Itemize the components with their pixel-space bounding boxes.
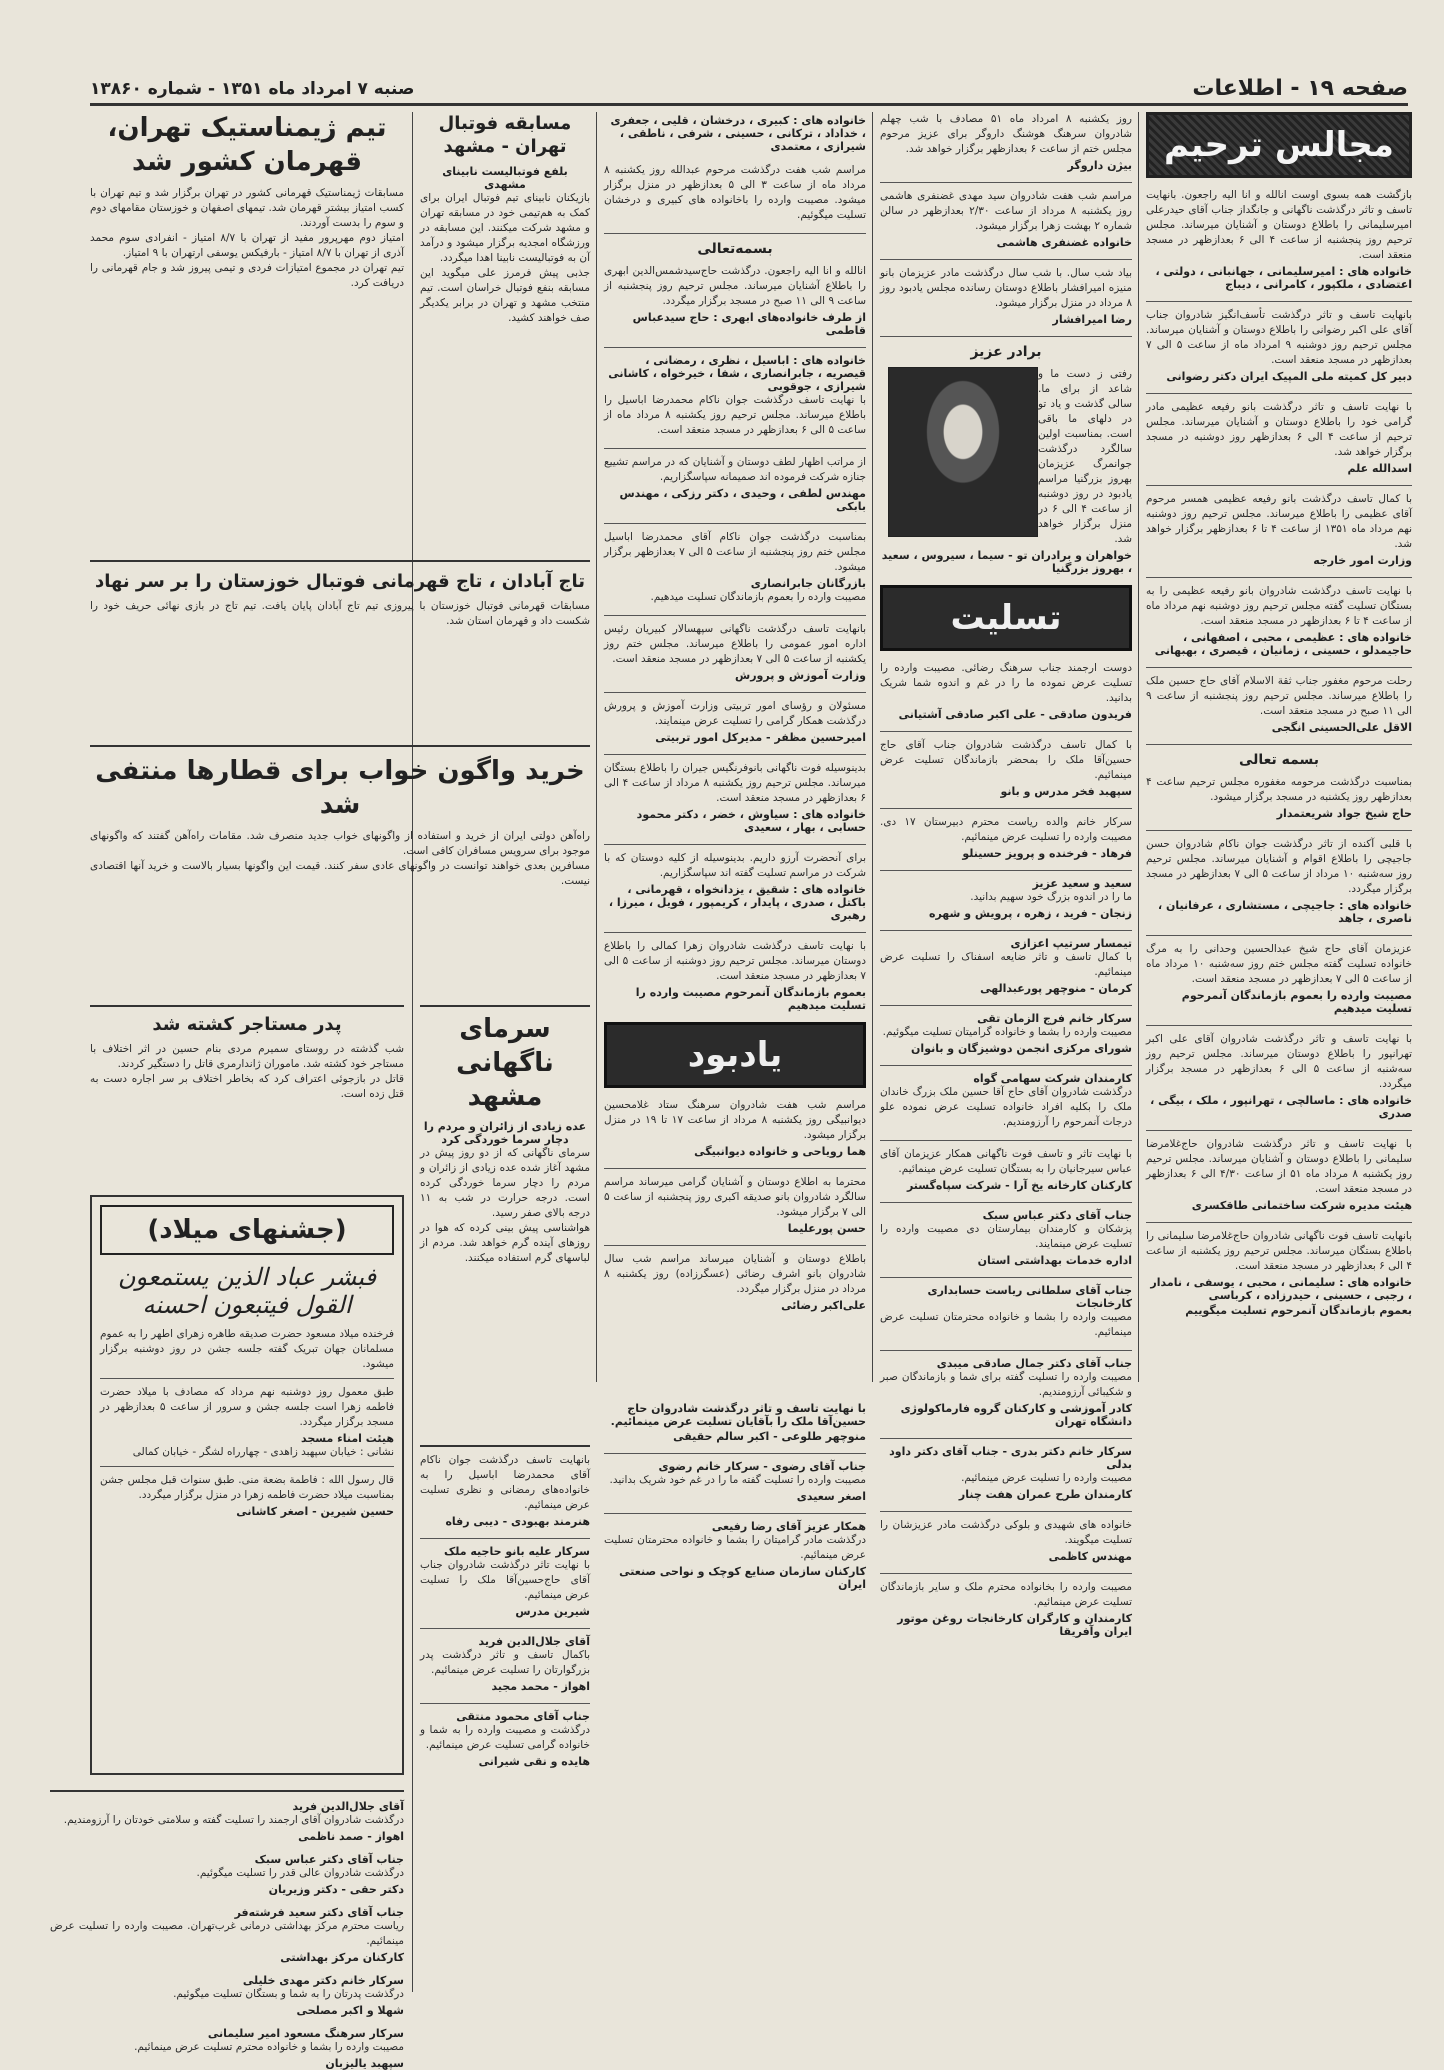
notice-signature: امیرحسین مظفر - مدیرکل امور تربیتی xyxy=(655,731,866,745)
notice-signature: هیئت مدیره شرکت ساختمانی طاقکسری xyxy=(1191,1199,1412,1213)
notice-heading: سرکار خانم فرج الزمان تقی xyxy=(977,1012,1132,1026)
notice-text: با نهایت تاثر درگذشت شادروان جناب آقای حاج‌حسین‌آقا ملک را تسلیت عرض مینمائیم. xyxy=(420,1559,590,1601)
article-text: مسابقات ژیمناستیک قهرمانی کشور در تهران برگزار شد و تیم تهران با کسب امتیاز بیشتر قهرمان شد. تیمهای اصفهان و خوزستان مقامهای دوم و سوم را بدست آوردند. xyxy=(90,186,404,229)
notice-text: درگذشت شادروان آقای ارجمند را تسلیت گفته و سلامتی خودتان را آرزومندیم. xyxy=(63,1814,404,1826)
article-text: شب گذشته در روستای سمیرم مردی بنام حسین در اثر اختلاف با مستاجر خود کشته شد. ماموران ژاندارمری قاتل را دستگیر کردند. xyxy=(90,1043,404,1071)
notice-heading: بسمه‌تعالی xyxy=(697,241,773,257)
notice-signature: حاج شیخ جواد شریعتمدار xyxy=(1276,807,1412,821)
article-text: امتیاز دوم مهرپرور مفید از تهران با ۸/۷ امتیاز - انفرادی سوم محمد آذری از تهران با ۸/۷ امتیاز - بارفیکس یوسفی ارتهران با ۹ امتیاز. xyxy=(90,231,404,259)
notice-text: برای آنحضرت آرزو داریم. بدینوسیله از کلیه دوستان که با شرکت در مراسم تسلیت گفته اند سپاسگزاریم. xyxy=(604,852,866,880)
notice-text: رحلت مرحوم مغفور جناب ثقة الاسلام آقای حاج حسین ملک را باطلاع میرساند. مجلس ترحیم روز پنجشنبه از ساعت ۹ الی ۱۱ صبح در مسجد منعقد است. xyxy=(1146,675,1412,717)
notice-heading: آقای جلال‌الدین فرید xyxy=(292,1800,404,1813)
notice-text: بانهایت تاسف و تاثر درگذشت تأسف‌انگیز شادروان جناب آقای علی اکبر رضوانی را باطلاع دوستان و آشنایان میرساند. مجلس ترحیم روز دوشنبه ۹ امرداد ماه از ساعت ۵ الی ۷ بعدازظهر در مسجد منعقد است. xyxy=(1146,309,1412,366)
box-milad-celebrations xyxy=(90,1195,404,1775)
notice-signature: فرهاد - فرخنده و پرویز حسینلو xyxy=(962,847,1132,861)
notice-text: با نهایت تاسف درگذشت شادروان زهرا کمالی را باطلاع دوستان میرساند. مجلس ترحیم روز دوشنبه از ساعت ۵ الی ۷ بعدازظهر در مسجد منعقد است. xyxy=(604,940,866,983)
notice-signature: شهلا و اکبر مصلحی xyxy=(296,2004,404,2017)
column-condolences xyxy=(880,112,1132,1639)
notice-text: سرکار خانم والده ریاست محترم دبیرستان ۱۷ دی. مصیبت وارده را تسلیت عرض مینمائیم. xyxy=(880,816,1132,844)
notice-text: بانهایت تاسف درگذشت ناگهانی سپهسالار کبیریان رئیس اداره امور عمومی را باطلاع میرساند. مجلس ختم روز یکشنبه از ساعت ۵ الی ۷ بعدازظهر در مسجد منعقد است. xyxy=(604,623,866,666)
notice-families: خانواده های : جاجیچی ، مستشاری ، عرفانیان ، ناصری ، جاهد xyxy=(1158,899,1412,926)
notice-text: با نهایت تاسف درگذشت جوان ناکام محمدرضا اباسیل را باطلاع میرساند. مجلس ترحیم روز یکشنبه ۸ مرداد ماه از ساعت ۵ الی ۶ بعدازظهر در مسجد منعقد است. xyxy=(604,394,866,437)
notice-text: بانهایت تاسف درگذشت جوان ناکام آقای محمدرضا اباسیل را به خانواده‌های رمضانی و نظری تسلیت عرض مینمائیم. xyxy=(420,1454,590,1511)
notice-signature: اهواز - صمد ناظمی xyxy=(298,1830,404,1843)
notice-signature: دکتر حقی - دکتر وزیریان xyxy=(268,1883,404,1896)
article-text: قاتل در بازجوئی اعتراف کرد که بخاطر اختلاف بر سر اجاره دست به قتل زده است. xyxy=(90,1073,404,1101)
notice-families: خانواده های : امیرسلیمانی ، جهانبانی ، دولتی ، اعتضادی ، ملکپور ، کامرانی ، دیباج xyxy=(1155,265,1412,291)
notice-signature: زنجان - فرید ، زهره ، پرویش و شهره xyxy=(928,907,1132,921)
notice-text: مراسم شب هفت شادروان سرهنگ ستاد غلامحسین دیوانبیگی روز یکشنبه ۸ مرداد از ساعت ۱۷ تا ۱۹ در منزل برگزار میشود. xyxy=(604,1099,867,1142)
notice-signature: رضا امیرافشار xyxy=(1052,313,1132,326)
section-banner-tarhim: مجالس ترحیم xyxy=(1146,112,1412,178)
notice-heading: بسمه تعالی xyxy=(1238,752,1320,768)
notice-signature: بعموم بازماندگان آنمرحوم مصیبت وارده را تسلیت میدهیم xyxy=(635,986,866,1013)
article-headline: خرید واگون خواب برای قطارها منتفی شد xyxy=(95,756,585,820)
article-text: بازیکنان نابینای تیم فوتبال ایران برای کمک به هم‌تیمی خود در مسابقه تهران و مشهد شرکت میکنند. این مسابقه در ورزشگاه امجدیه برگزار میشود و درآمد آن به فوتبالیست نابینا اهدا میگردد. xyxy=(420,191,590,264)
notice-heading: جناب آقای دکتر سعید فرشته‌فر xyxy=(234,1906,404,1919)
article-text: جذبی پیش فرمرز علی میگوید این مسابقه بنفع فوتبال خراسان است. تیم منتخب مشهد و تهران در برابر یکدیگر صف خواهند کشید. xyxy=(420,266,590,324)
notice-text: ما را در اندوه بزرگ خود سهیم بدانید. xyxy=(970,891,1132,904)
notice-signature: اصغر سعیدی xyxy=(796,1490,866,1503)
notice-text: با کمال تاسف درگذشت بانو رفیعه عظیمی همسر مرحوم آقای عظیمی را باطلاع میرساند. مجلس ترحیم روز دوشنبه نهم مرداد ماه ۱۳۵۱ از ساعت ۴ تا ۶ بعدازظهر برگزار خواهد شد. xyxy=(1146,493,1413,550)
notice-text: مصیبت وارده را تسلیت عرض مینمائیم. xyxy=(961,1472,1132,1485)
notice-signature: اهواز - محمد مجید xyxy=(491,1680,590,1693)
notice-text: باکمال تاسف و تاثر درگذشت پدر بزرگوارتان را تسلیت عرض مینمائیم. xyxy=(420,1649,590,1676)
notice-signature: منوچهر طلوعی - اکبر سالم حقیقی xyxy=(673,1430,866,1443)
box-calligraphy: فبشر عباد الذین یستمعون القول فیتبعون احسنه xyxy=(117,1263,377,1319)
notice-text: از مراتب اظهار لطف دوستان و آشنایان که در مراسم تشییع جنازه شرکت فرموده اند صمیمانه سپاسگزاریم. xyxy=(604,456,866,484)
article-mashhad-cold xyxy=(420,1005,590,1435)
notice-text: با نهایت تاسف و تاثر درگذشت شادروان حاج‌غلامرضا سلیمانی را باطلاع دوستان و آشنایان میرساند. مجلس ترحیم روز یکشنبه ۸ مرداد ماه ۵۱ از ساعت ۴/۳۰ الی ۶ بعدازظهر در مسجد منعقد است. xyxy=(1146,1138,1413,1196)
notice-signature: اداره خدمات بهداشتی استان xyxy=(977,1254,1132,1268)
notice-signature: شورای مرکزی انجمن دوشیزگان و بانوان xyxy=(911,1042,1132,1056)
bottom-condolences-middle xyxy=(420,1445,590,1990)
notice-heading: جناب آقای دکتر عباس سبک xyxy=(982,1209,1132,1223)
notice-text: مصیبت وارده را بخانواده محترم ملک و سایر بازماندگان تسلیت عرض مینمائیم. xyxy=(880,1581,1132,1609)
bottom-condolences-left xyxy=(50,1790,404,2070)
notice-families: خانواده های : سلیمانی ، محبی ، یوسفی ، نامدار ، رجبی ، حسینی ، حیدرزاده ، کرباسی xyxy=(1150,1276,1412,1303)
notice-text: محترما به اطلاع دوستان و آشنایان گرامی میرساند مراسم سالگرد شادروان بانو صدیقه اکبری روز پنجشنبه از ساعت ۵ الی ۷ برگزار میشود. xyxy=(604,1176,866,1219)
article-tajabadan xyxy=(90,560,590,735)
notice-signature: کارمندان طرح عمران هفت چنار xyxy=(958,1488,1132,1502)
notice-heading: تیمسار سرتیپ اعزازی xyxy=(1010,937,1132,951)
article-text: فرخنده میلاد مسعود حضرت صدیقه طاهره زهرای اطهر را به عموم مسلمانان جهان تبریک گفته جلسه جشن در روز دوشنبه برگزار میشود. xyxy=(100,1328,394,1370)
notice-text: باطلاع دوستان و آشنایان میرساند مراسم شب سال شادروان بانو اشرف رضائی (عسگرزاده) روز یکشنبه ۸ مرداد در منزل برگزار میگردد. xyxy=(604,1253,866,1296)
notice-signature: کارکنان کارخانه یخ آرا - شرکت سپاه‌گستر xyxy=(906,1179,1132,1193)
notice-families: خانواده های : عظیمی ، محبی ، اصفهانی ، حاجیمدلو ، حسینی ، زمانیان ، قیصری ، بهبهانی xyxy=(1154,631,1412,657)
notice-signature: علی‌اکبر رضائی xyxy=(781,1299,866,1313)
column-rule xyxy=(596,112,597,1382)
notice-signature: خواهران و برادران تو - سیما ، سیروس ، سعید ، بهروز بزرگنیا xyxy=(881,549,1132,576)
article-text: سرمای ناگهانی که از دو روز پیش در مشهد آغاز شده عده زیادی از زائران و مردم را دچار سرما خوردگی کرده است. درجه حرارت در شب به ۱۱ درجه بالای صفر رسید. xyxy=(420,1147,590,1220)
article-headline: مسابقه فوتبال تهران - مشهد xyxy=(438,113,572,158)
notice-signature: هنرمند بهبودی - دیبی رفاه xyxy=(445,1515,590,1528)
article-subhead: بلفع فوتبالیست نابینای مشهدی xyxy=(442,164,568,191)
notice-text: مصیبت وارده را بشما و خانواده محترم تسلیت عرض مینمائیم. xyxy=(134,2041,404,2053)
notice-text: روز یکشنبه ۸ امرداد ماه ۵۱ مصادف با شب چهلم شادروان سرهنگ هوشنگ داروگر برای عزیز مرحوم مجلس ختم از ساعت ۶ بعدازظهر برگزار خواهد شد. xyxy=(880,113,1132,155)
notice-families: خانواده های : ماسالچی ، تهرانپور ، ملک ، بیگی ، صدری xyxy=(1150,1094,1412,1121)
article-headline: تیم ژیمناستیک تهران، قهرمان کشور شد xyxy=(107,113,387,177)
notice-signature: کارکنان مرکز بهداشتی xyxy=(280,1951,404,1964)
notice-text: ریاست محترم مرکز بهداشتی درمانی غرب‌تهران. مصیبت وارده را تسلیت عرض مینمائیم. xyxy=(50,1920,404,1947)
notice-families: خانواده های : کبیری ، درخشان ، قلیی ، جعفری ، خداداد ، ترکانی ، حسینی ، شرفی ، ناطقی ، شیرازی ، معتمدی xyxy=(610,114,866,153)
notice-text: مراسم شب هفت شادروان سید مهدی غضنفری هاشمی روز یکشنبه ۸ مرداد از ساعت ۲/۳۰ بعدازظهر در سالن شماره ۲ بهشت زهرا برگزار میشود. xyxy=(880,190,1132,232)
notice-signature: سپهبد فخر مدرس و بانو xyxy=(1000,785,1132,799)
notice-heading: سعید و سعید عزیز xyxy=(1032,877,1132,891)
section-banner-yadbood: یادبود xyxy=(604,1022,866,1088)
notice-signature: سپهبد یالیزبان xyxy=(325,2057,404,2070)
notice-heading: جناب آقای دکتر عباس سبک xyxy=(254,1853,404,1866)
notice-text: مراسم شب هفت درگذشت مرحوم عبدالله روز یکشنبه ۸ مرداد ماه از ساعت ۳ الی ۵ بعدازظهر در منزل برگزار میشود. مصیبت وارده را باخانواده های کبیری و درخشان تسلیت میگوئیم. xyxy=(604,164,866,221)
notice-text: درگذشت مادر گرامیتان را بشما و خانواده محترمتان تسلیت عرض مینمائیم. xyxy=(604,1534,866,1561)
article-text: طبق معمول روز دوشنبه نهم مرداد که مصادف با میلاد حضرت فاطمه زهرا است جلسه جشن و سرور از ساعت ۵ بعدازظهر در مسجد برگزار میگردد. xyxy=(100,1386,394,1428)
article-subhead: عده زیادی از زائران و مردم را دچار سرما خوردگی کرد xyxy=(423,1120,587,1147)
notice-heading: سرکار خانم دکتر بدری - جناب آقای دکتر داود بدلی xyxy=(889,1445,1132,1472)
notice-families: خانواده های : اباسیل ، نظری ، رمضانی ، قیصریه ، جابرانصاری ، شفا ، خیرخواه ، کاشانی شیرازی ، جوقوبی xyxy=(608,354,866,394)
notice-signature: هیئت امناء مسجد xyxy=(300,1432,394,1445)
notice-heading: جناب آقای محمود منتقی xyxy=(456,1710,590,1723)
notice-signature: الاقل علی‌الحسینی انگجی xyxy=(1271,721,1412,734)
notice-signature: مهندس کاظمی xyxy=(1048,1550,1132,1564)
article-text: مسابقات قهرمانی فوتبال خوزستان با پیروزی تیم تاج آبادان پایان یافت. تیم تاج در بازی نهائی حریف خود را شکست داد و قهرمان استان شد. xyxy=(90,600,590,628)
notice-signature: حسن پورعلیما xyxy=(787,1222,866,1236)
article-wagon xyxy=(90,745,590,1000)
column-rule xyxy=(872,112,873,1382)
portrait-photo xyxy=(888,367,1038,537)
notice-text: بمناسبت درگذشت جوان ناکام آقای محمدرضا اباسیل مجلس ختم روز پنجشنبه از ساعت ۵ الی ۷ بعدازظهر برگزار میشود. xyxy=(604,531,866,574)
article-text: راه‌آهن دولتی ایران از خرید و استفاده از واگونهای خواب جدید منصرف شد. مقامات راه‌آهن گفتند که واگونهای موجود برای سرویس مسافران کافی است. xyxy=(90,829,590,857)
page-header-left: صنبه ۷ امرداد ماه ۱۳۵۱ - شماره ۱۳۸۶۰ xyxy=(90,78,415,99)
notice-text: بدینوسیله فوت ناگهانی بانوفرنگیس جیران را باطلاع بستگان میرساند. مجلس ترحیم روز یکشنبه ۸ مرداد از ساعت ۴ الی ۶ بعدازظهر در مسجد منعقد است. xyxy=(604,762,866,805)
notice-signature: هایده و نقی شیرانی xyxy=(478,1755,590,1768)
notice-text: مصیبت وارده را تسلیت گفته ما را در غم خود شریک بدانید. xyxy=(609,1474,866,1486)
notice-signature: کارکنان سازمان صنایع کوچک و نواحی صنعتی ایران xyxy=(619,1565,866,1591)
notice-text: مصیبت وارده را بشما و خانواده گرامیتان تسلیت میگوئیم. xyxy=(882,1026,1132,1039)
notice-signature: شیرین مدرس xyxy=(515,1605,590,1618)
notice-signature: کادر آموزشی و کارکنان گروه فارماکولوژی دانشگاه تهران xyxy=(900,1402,1132,1429)
notice-text: درگذشت شادروان عالی قدر را تسلیت میگوئیم. xyxy=(196,1867,404,1879)
article-text: نشانی : خیابان سپهبد زاهدی - چهارراه لشگر - خیابان کمالی xyxy=(132,1446,394,1458)
notice-families: خانواده های : سیاوش ، خضر ، دکتر محمود حسابی ، بهار ، سعیدی xyxy=(636,808,866,835)
notice-families: خانواده های : شقیق ، یزدانخواه ، قهرمانی ، باکتل ، صدری ، پایدار ، کریمپور ، فویل ، میرزا ، رهبری xyxy=(608,883,866,923)
notice-heading: سرکار خانم دکتر مهدی خلیلی xyxy=(242,1974,404,1987)
notice-text: درگذشت و مصیبت وارده را به شما و خانواده گرامی تسلیت عرض مینمائیم. xyxy=(420,1724,590,1751)
notice-families: مهندس لطفی ، وحیدی ، دکتر رزکی ، مهندس بابکی xyxy=(619,487,866,514)
notice-heading: سرکار سرهنگ مسعود امیر سلیمانی xyxy=(207,2027,404,2040)
notice-signature: هما رویاحی و خانواده دیوانبیگی xyxy=(694,1145,866,1159)
notice-text: بانهایت تاسف فوت ناگهانی شادروان حاج‌غلامرضا سلیمانی را باطلاع بستگان میرساند. مجلس ترحیم روز یکشنبه از ساعت ۴ الی ۶ بعدازظهر در مسجد منعقد است. xyxy=(1146,1230,1412,1273)
column-rule xyxy=(1138,112,1139,1382)
notice-text: با کمال تاسف درگذشت شادروان جناب آقای حاج حسین‌آقا ملک را بمحضر بازماندگان تسلیت عرض مینمائیم. xyxy=(880,739,1132,782)
notice-text: درگذشت شادروان آقای حاج آقا حسین ملک بزرگ خاندان ملک را بکلیه افراد خانواده تسلیت عرض نموده علو درجات آنمرحوم را آرزومندیم. xyxy=(880,1086,1132,1129)
notice-heading: جناب آقای رضوی - سرکار خانم رضوی xyxy=(658,1460,866,1473)
notice-text: مصیبت وارده را تسلیت گفته برای شما و بازماندگان صبر و شکیبائی آرزومندیم. xyxy=(880,1371,1132,1399)
notice-text: رفتی ز دست ما و شاعد از برای ما. سالی گذشت و یاد تو در دلهای ما باقی است. بمناسبت اولین سالگرد درگذشت جوانمرگ عزیزمان بهروز بزرگنیا مراسم یادبود در روز دوشنبه از ساعت ۴ الی ۶ در منزل برگزار خواهد شد. xyxy=(1038,368,1132,546)
bottom-condolences-right xyxy=(604,1400,866,1990)
box-title: (جشنهای میلاد) xyxy=(100,1205,394,1255)
notice-heading: جناب آقای سلطانی ریاست حسابداری کارخانجات xyxy=(927,1284,1132,1311)
column-families xyxy=(604,112,866,1412)
notice-text: بیاد شب سال. با شب سال درگذشت مادر عزیزمان بانو منیزه امیرافشار باطلاع دوستان رسانده مجلس یادبود روز ۸ مرداد در منزل برگزار میشود. xyxy=(880,267,1132,309)
notice-signature: وزارت آموزش و پرورش xyxy=(735,669,866,683)
article-text: قال رسول الله : فاطمة بضعة منی. طبق سنوات قبل مجلس جشن بمناسبت میلاد حضرت فاطمه زهرا در منزل برگزار میگردد. xyxy=(100,1474,394,1501)
page-header-right: صفحه ۱۹ - اطلاعات xyxy=(1192,76,1408,101)
notice-text: مصیبت وارده را بشما و خانواده محترمتان تسلیت عرض مینمائیم. xyxy=(880,1311,1132,1339)
notice-text: مصیبت وارده را بعموم بازماندگان تسلیت میدهیم. xyxy=(650,591,866,604)
notice-text: بمناسبت درگذشت مرحومه مغفوره مجلس ترحیم ساعت ۴ بعدازظهر روز یکشنبه در مسجد برگزار میشود. xyxy=(1146,776,1412,804)
notice-heading: برادر عزیز xyxy=(970,344,1042,360)
notice-text: با قلبی آکنده از تاثر درگذشت جوان ناکام شادروان حسن جاجیچی را باطلاع اقوام و آشنایان میرساند. مجلس ترحیم روز سه‌شنبه ۱۰ مرداد از ساعت ۵ الی ۷ بعدازظهر در مسجد برگزار میگردد. xyxy=(1146,838,1412,896)
article-headline: پدر مستاجر کشته شد xyxy=(152,1014,342,1035)
notice-signature: وزارت امور خارجه xyxy=(1313,554,1412,567)
notice-signature: کرمان - منوچهر پورعبدالهی xyxy=(980,982,1132,996)
article-headline: تاج آبادان ، تاج قهرمانی فوتبال خوزستان را بر سر نهاد xyxy=(94,571,586,592)
notice-text: پزشکان و کارمندان بیمارستان دی مصیبت وارده را تسلیت عرض مینمایند. xyxy=(880,1223,1132,1251)
notice-signature: فریدون صادقی - علی اکبر صادقی آشتیانی xyxy=(898,708,1132,722)
notice-text: عزیزمان آقای حاج شیخ عبدالحسین وحدانی را به مرگ خانواده تسلیت گفته مجلس ختم روز سه‌شنبه ۱۰ مرداد ماه از ساعت ۵ الی ۷ بعدازظهر در مسجد منعقد است. xyxy=(1146,943,1412,986)
column-rule xyxy=(412,112,413,1992)
notice-text: با نهایت تاسف و تاثر درگذشت شادروان آقای علی اکبر تهرانپور را باطلاع دوستان میرساند. مجلس ترحیم روز سه‌شنبه از ساعت ۵ الی ۶ بعدازظهر در مسجد برگزار میگردد. xyxy=(1146,1033,1412,1091)
notice-heading: همکار عزیز آقای رضا رفیعی xyxy=(711,1520,866,1533)
notice-signature: مصیبت وارده را بعموم بازماندگان آنمرحوم تسلیت میدهیم xyxy=(1181,989,1412,1016)
article-murder xyxy=(90,1005,404,1185)
notice-heading: آقای جلال‌الدین فرید xyxy=(478,1635,590,1648)
notice-signature: اسدالله علم xyxy=(1347,462,1412,475)
notice-text: مسئولان و رؤسای امور تربیتی وزارت آموزش و پرورش درگذشت همکار گرامی را تسلیت عرض مینمایند. xyxy=(604,700,866,728)
notice-heading: کارمندان شرکت سهامی گواه xyxy=(973,1072,1132,1086)
notice-heading: جناب آقای دکتر جمال صادقی میبدی xyxy=(936,1357,1132,1371)
notice-text: با کمال تاسف و تاثر ضایعه اسفناک را تسلیت عرض مینمائیم. xyxy=(880,951,1132,979)
notice-heading: با نهایت تاسف و تاثر درگذشت شادروان حاج حسین‌آقا ملک را بآقایان تسلیت عرض مینمائیم. xyxy=(610,1402,866,1428)
notice-text: با نهایت تاسف و تاثر درگذشت بانو رفیعه عظیمی مادر گرامی خود را باطلاع دوستان و آشنایان میرساند. مجلس ترحیم از ساعت ۴ الی ۶ بعدازظهر روز دوشنبه در مسجد برگزار خواهد شد. xyxy=(1146,401,1413,458)
notice-signature: خانواده غضنفری هاشمی xyxy=(996,236,1132,249)
notice-text: دوست ارجمند جناب سرهنگ رضائی. مصیبت وارده را تسلیت عرض نموده ما را در غم و اندوه شما شریک بدانید. xyxy=(880,662,1132,705)
notice-text: با نهایت تاثر و تاسف فوت ناگهانی همکار عزیزمان آقای عباس سیرجانیان را به بستگان تسلیت عرض مینمائیم. xyxy=(880,1148,1132,1176)
article-headline: سرمای ناگهانی مشهد xyxy=(456,1014,554,1112)
article-text: تیم تهران در مجموع امتیازات فردی و تیمی پیروز شد و جام قهرمانی را دریافت کرد. xyxy=(90,261,404,289)
notice-text: درگذشت پدرتان را به شما و بستگان تسلیت میگوئیم. xyxy=(173,1988,404,2000)
notice-heading: سرکار علیه بانو حاجیه ملک xyxy=(443,1545,590,1558)
notice-text: خانواده های شهیدی و بلوکی درگذشت مادر عزیزشان را تسلیت میگویند. xyxy=(880,1519,1132,1547)
notice-signature: کارمندان و کارگران کارخانجات روغن موتور ایران وآفریقا xyxy=(897,1612,1132,1639)
article-text: هواشناسی پیش بینی کرده که هوا در روزهای آینده گرم خواهد شد. مردم از لباسهای گرم استفاده میکنند. xyxy=(420,1222,590,1265)
notice-signature: بعموم بازماندگان آنمرحوم تسلیت میگوییم xyxy=(1185,1304,1412,1318)
notice-signature: دبیر کل کمیته ملی المپیک ایران دکتر رضوانی xyxy=(1166,370,1412,383)
notice-signature: از طرف خانواده‌های ابهری : حاج سیدعباس قاطمی xyxy=(632,311,866,338)
notice-text: انالله و انا الیه راجعون. درگذشت حاج‌سیدشمس‌الدین ابهری را باطلاع آشنایان میرساند. مجلس ترحیم روز پنجشنبه از ساعت ۹ الی ۱۱ صبح در مسجد برگزار میگردد. xyxy=(604,265,866,308)
column-obituaries xyxy=(1146,112,1412,2032)
notice-signature: بیژن داروگر xyxy=(1067,159,1132,172)
notice-signature: حسین شیرین - اصغر کاشانی xyxy=(236,1505,394,1518)
article-text: مسافرین بعدی خواهند توانست در واگونهای عادی سفر کنند. قیمت این واگونها بسیار بالاست و خرید آنها اقتصادی نیست. xyxy=(90,859,590,887)
section-banner-taslit: تسلیت xyxy=(880,585,1132,651)
notice-signature: بازرگانان جابرانصاری xyxy=(750,577,866,591)
notice-text: با نهایت تاسف درگذشت شادروان بانو رفیعه عظیمی را به بستگان تسلیت گفته مجلس ترحیم روز دوشنبه نهم مرداد ماه از ساعت ۴ تا ۶ بعدازظهر در مسجد منعقد است. xyxy=(1146,585,1412,627)
page-header xyxy=(90,74,1408,106)
notice-text: بازگشت همه بسوی اوست انالله و انا الیه راجعون. بانهایت تاسف و تاثر درگذشت ناگهانی و جانگداز جناب آقای حیدرعلی امیرسلیمانی را باطلاع دوستان و آشنایان میرساند. مجلس ترحیم روز پنجشنبه از ساعت ۴ الی ۶ بعدازظهر در مسجد منعقد است. xyxy=(1146,189,1413,261)
